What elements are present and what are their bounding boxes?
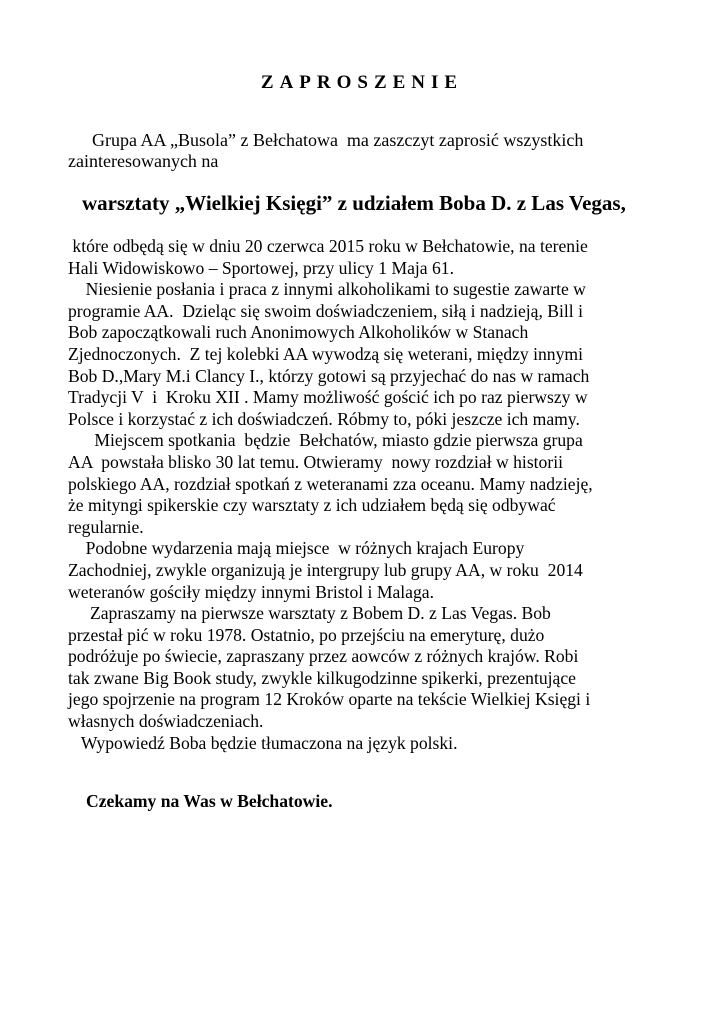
event-headline: warsztaty „Wielkiej Księgi” z udziałem Boba D. z Las Vegas, xyxy=(82,191,626,215)
body-line: Hali Widowiskowo – Sportowej, przy ulicy 1 Maja 61. xyxy=(68,257,454,278)
body-text xyxy=(68,236,668,754)
body-line: przestał pić w roku 1978. Ostatnio, po przejściu na emeryturę, dużo xyxy=(68,624,545,645)
body-line: weteranów gościły między innymi Bristol i Malaga. xyxy=(68,581,434,602)
body-line: Niesienie posłania i praca z innymi alkoholikami to sugestie zawarte w xyxy=(68,279,586,300)
body-line: Zachodniej, zwykle organizują je intergrupy lub grupy AA, w roku 2014 xyxy=(68,559,583,580)
body-line: jego spojrzenie na program 12 Kroków oparte na tekście Wielkiej Księgi i xyxy=(68,689,591,710)
document-title: ZAPROSZENIE xyxy=(260,72,464,93)
body-line: programie AA. Dzieląc się swoim doświadczeniem, siłą i nadzieją, Bill i xyxy=(68,300,583,321)
body-line: że mityngi spikerskie czy warsztaty z ich udziałem będą się odbywać xyxy=(68,495,556,516)
body-line: Zjednoczonych. Z tej kolebki AA wywodzą się weterani, między innymi xyxy=(68,343,583,364)
body-line: Tradycji V i Kroku XII . Mamy możliwość gościć ich po raz pierwszy w xyxy=(68,387,588,408)
body-line: regularnie. xyxy=(68,516,144,537)
body-line: Bob zapoczątkowali ruch Anonimowych Alkoholików w Stanach xyxy=(68,322,529,343)
intro-paragraph xyxy=(68,130,668,172)
body-line: które odbędą się w dniu 20 czerwca 2015 roku w Bełchatowie, na terenie xyxy=(68,236,588,256)
body-line: polskiego AA, rozdział spotkań z weteranami zza oceanu. Mamy nadzieję, xyxy=(68,473,593,494)
body-line: Polsce i korzystać z ich doświadczeń. Róbmy to, póki jeszcze ich mamy. xyxy=(68,408,580,429)
body-line: AA powstała blisko 30 lat temu. Otwieramy nowy rozdział w historii xyxy=(68,451,563,472)
closing-line: Czekamy na Was w Bełchatowie. xyxy=(86,791,333,811)
body-line: tak zwane Big Book study, zwykle kilkugodzinne spikerki, prezentujące xyxy=(68,667,576,688)
intro-line: Grupa AA „Busola” z Bełchatowa ma zaszczyt zaprosić wszystkich xyxy=(92,130,584,150)
intro-line: zainteresowanych na xyxy=(68,151,219,171)
body-line: Miejscem spotkania będzie Bełchatów, miasto gdzie pierwsza grupa xyxy=(68,430,583,451)
body-line: Bob D.,Mary M.i Clancy I., którzy gotowi są przyjechać do nas w ramach xyxy=(68,365,590,386)
body-line: podróżuje po świecie, zapraszany przez aowców z różnych krajów. Robi xyxy=(68,646,579,667)
body-line: Podobne wydarzenia mają miejsce w różnych krajach Europy xyxy=(68,538,525,559)
body-line: Wypowiedź Boba będzie tłumaczona na język polski. xyxy=(68,732,458,753)
body-line: Zapraszamy na pierwsze warsztaty z Bobem D. z Las Vegas. Bob xyxy=(68,603,551,624)
body-line: własnych doświadczeniach. xyxy=(68,711,264,732)
